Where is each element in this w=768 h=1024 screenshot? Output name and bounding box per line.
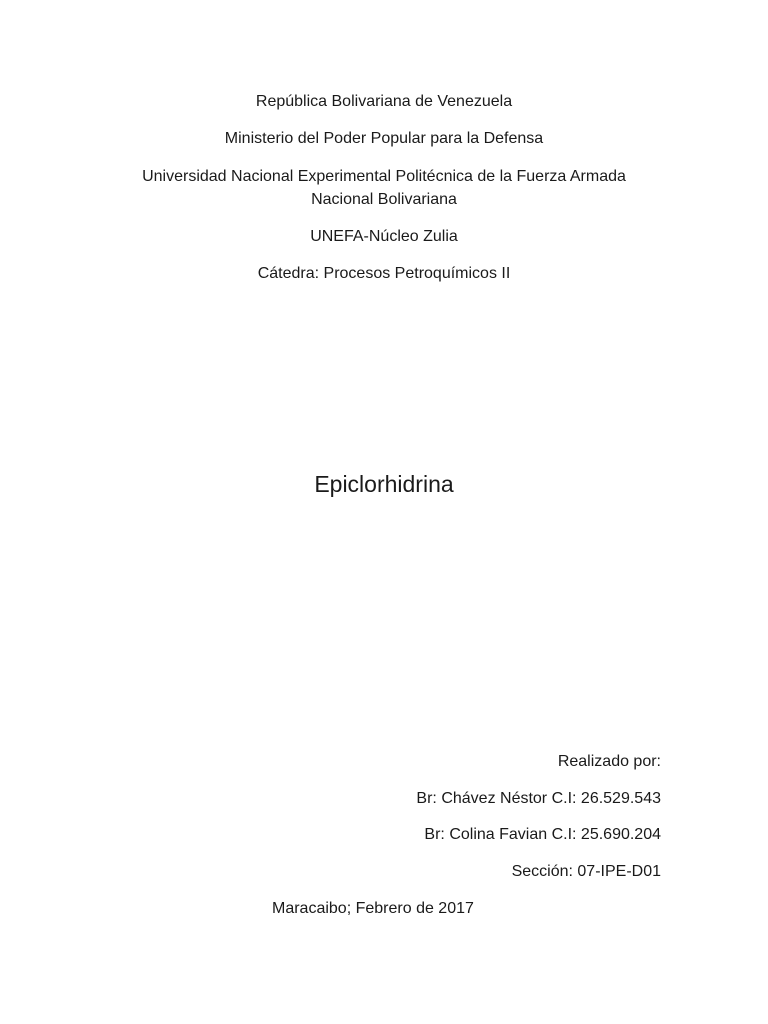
authors-label: Realizado por: (557, 753, 661, 770)
place-date: Maracaibo; Febrero de 2017 (272, 900, 474, 917)
country-line: República Bolivariana de Venezuela (255, 93, 513, 110)
section-line: Sección: 07-IPE-D01 (511, 863, 661, 880)
ministry-line: Ministerio del Poder Popular para la Defensa (224, 130, 544, 147)
course-line: Cátedra: Procesos Petroquímicos II (257, 265, 511, 282)
document-title: Epiclorhidrina (314, 471, 454, 497)
campus-line: UNEFA-Núcleo Zulia (310, 228, 458, 245)
author-1: Br: Chávez Néstor C.I: 26.529.543 (416, 790, 661, 807)
university-line-1: Universidad Nacional Experimental Politécnica de la Fuerza Armada (142, 168, 626, 185)
author-2: Br: Colina Favian C.I: 25.690.204 (424, 826, 661, 843)
university-line-2: Nacional Bolivariana (311, 191, 457, 208)
